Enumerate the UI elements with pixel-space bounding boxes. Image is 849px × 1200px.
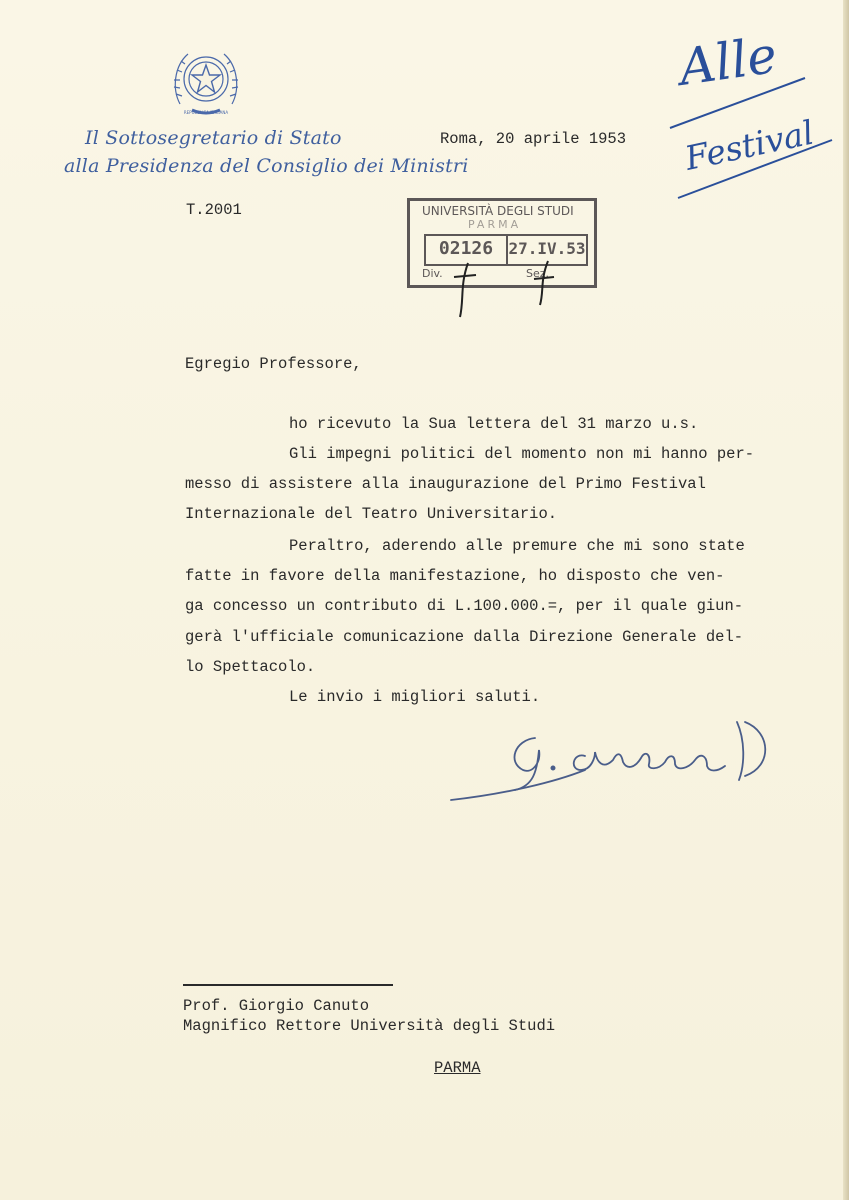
body-line-2: Gli impegni politici del momento non mi hanno per- (289, 445, 755, 463)
addressee-city: PARMA (434, 1059, 481, 1077)
stamp-div-label: Div. (422, 267, 443, 280)
addressee-name: Prof. Giorgio Canuto (183, 997, 370, 1015)
paper-edge (843, 0, 849, 1200)
body-line-6: fatte in favore della manifestazione, ho disposto che ven- (185, 567, 725, 585)
stamp-header-city: PARMA (468, 218, 522, 231)
body-line-3: messo di assistere alla inaugurazione del Primo Festival (185, 475, 706, 493)
body-line-4: Internazionale del Teatro Universitario. (185, 505, 558, 523)
italian-republic-emblem (170, 44, 242, 122)
body-line-7: ga concesso un contributo di L.100.000.=, per il quale giun- (185, 597, 744, 615)
body-line-1: ho ricevuto la Sua lettera del 31 marzo u.s. (289, 415, 699, 433)
handwritten-annotation (660, 10, 840, 210)
stamp-sez-label: Sez. (526, 267, 550, 280)
salutation: Egregio Professore, (185, 355, 362, 373)
stamp-handwritten-marks (440, 255, 570, 325)
body-line-10: Le invio i migliori saluti. (289, 688, 541, 706)
letterhead-line-2: alla Presidenza del Consiglio dei Ministri (64, 155, 469, 177)
emblem-text: REPUBBLICA ITALIANA (183, 110, 229, 115)
stamp-header: UNIVERSITÀ DEGLI STUDI (422, 204, 574, 218)
body-line-5: Peraltro, aderendo alle premure che mi sono state (289, 537, 745, 555)
body-line-8: gerà l'ufficiale comunicazione dalla Direzione Generale del- (185, 628, 744, 646)
body-line-9: lo Spettacolo. (185, 658, 316, 676)
stamp-date: 27.IV.53 (506, 234, 588, 266)
letterhead-line-1: Il Sottosegretario di Stato (85, 127, 342, 149)
addressee-title: Magnifico Rettore Università degli Studi (183, 1017, 556, 1035)
letter-date: Roma, 20 aprile 1953 (440, 130, 627, 148)
addressee-separator (183, 984, 393, 986)
stamp-protocol-number: 02126 (424, 234, 508, 266)
annotation-line-2: Festival (681, 112, 818, 178)
reference-number: T.2001 (186, 201, 242, 219)
signature (445, 710, 785, 810)
annotation-line-1: Alle (675, 25, 781, 97)
